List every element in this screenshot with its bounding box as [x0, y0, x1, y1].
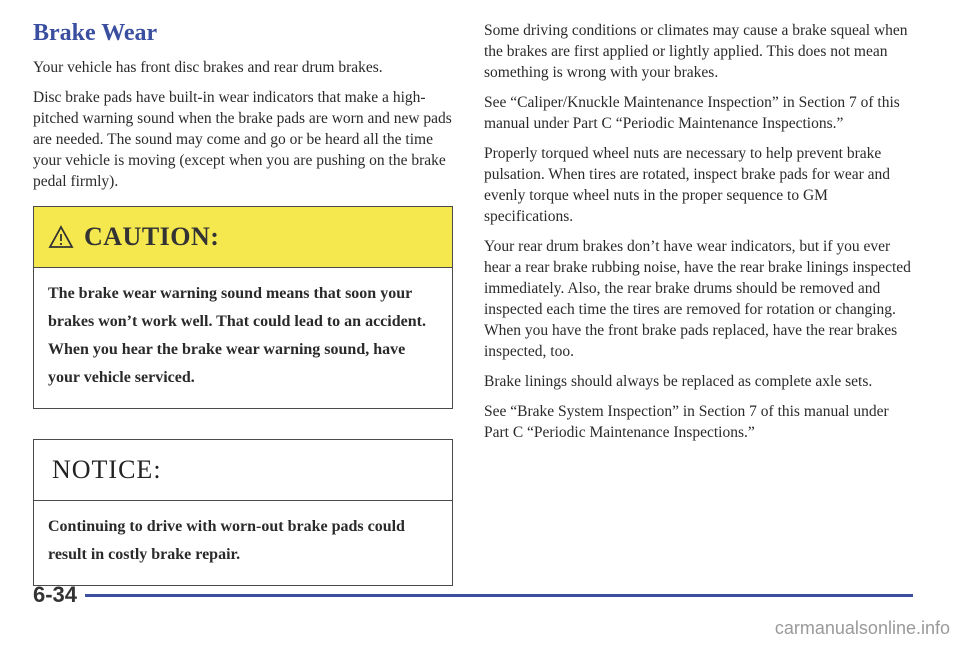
caution-body: [34, 268, 452, 408]
caution-text: The brake wear warning sound means that soon your brakes won’t work well. That could lead to an accident. When you hear the brake wear warning sound, have your vehicle serviced.: [48, 285, 426, 386]
caution-label: CAUTION:: [84, 222, 220, 251]
watermark: carmanualsonline.info: [774, 618, 950, 638]
paragraph: See “Caliper/Knuckle Maintenance Inspection” in Section 7 of this manual under Part C “Periodic Maintenance Inspections.”: [484, 94, 900, 132]
notice-text: Continuing to drive with worn-out brake pads could result in costly brake repair.: [48, 518, 405, 563]
footer-rule: [85, 594, 913, 597]
paragraph: Some driving conditions or climates may cause a brake squeal when the brakes are first applied or lightly applied. This does not mean something is wrong with your brakes.: [484, 22, 908, 81]
caution-box: [33, 206, 453, 409]
notice-header: [34, 440, 452, 501]
page-footer: [33, 582, 913, 608]
page-number: 6-34: [33, 582, 78, 607]
paragraph: Your vehicle has front disc brakes and rear drum brakes.: [33, 59, 383, 76]
left-column: [33, 20, 453, 586]
paragraph: Properly torqued wheel nuts are necessary to help prevent brake pulsation. When tires are rotated, inspect brake pads for wear and evenly torque wheel nuts in the proper sequence to GM specifications.: [484, 145, 891, 225]
notice-label: NOTICE:: [52, 455, 162, 484]
notice-box: [33, 439, 453, 586]
paragraph: Disc brake pads have built-in wear indicators that make a high-pitched warning sound when the brake pads are worn and new pads are needed. The sound may come and go or be heard all the time your vehicle is moving (except when you are pushing on the brake pedal firmly).: [33, 89, 452, 190]
section-title: Brake Wear: [33, 20, 158, 46]
paragraph: Brake linings should always be replaced as complete axle sets.: [484, 373, 873, 390]
caution-header: [34, 207, 452, 268]
right-column: [484, 20, 914, 452]
warning-triangle-icon: [48, 225, 74, 249]
paragraph: Your rear drum brakes don’t have wear indicators, but if you ever hear a rear brake rubbing noise, have the rear brake linings inspected immediately. Also, the rear brake drums should be removed and inspected each time the tires are removed for rotation or changing. When you have the front brake pads replaced, have the rear brakes inspected, too.: [484, 238, 911, 360]
notice-body: [34, 501, 452, 585]
paragraph: See “Brake System Inspection” in Section 7 of this manual under Part C “Periodic Maintenance Inspections.”: [484, 403, 889, 441]
